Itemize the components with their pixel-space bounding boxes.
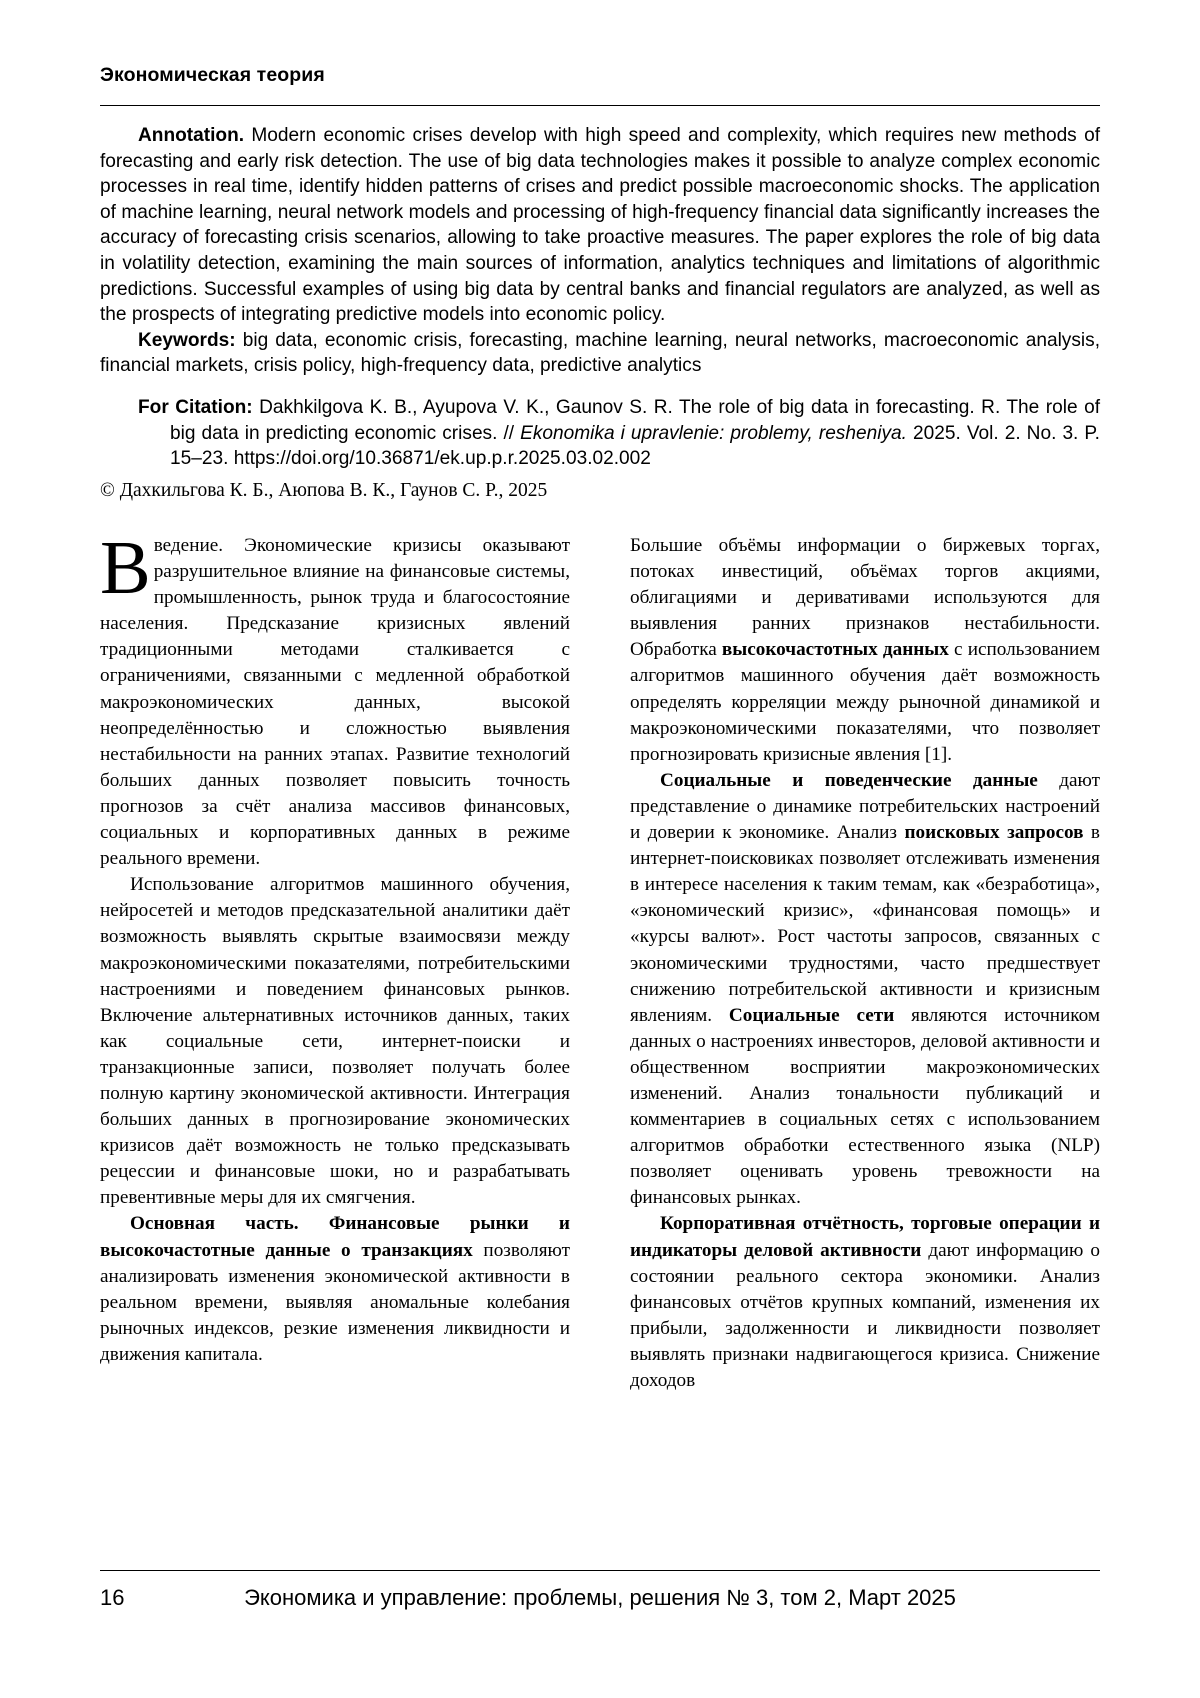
right-p1-bold-1: высокочастотных данных [721,639,949,661]
right-p2-bold-3: Социальные сети [728,1004,895,1026]
citation-label: For Citation: [138,397,253,418]
document-page [100,0,1100,1698]
intro-paragraph [100,526,570,872]
page-number: 16 [100,1585,125,1610]
citation-line [138,395,1100,472]
keywords-label: Keywords: [138,329,236,351]
abstract-block [100,123,1100,379]
right-paragraph-1 [630,533,1100,768]
citation-authors: Dakhkilgova K. B., Ayupova V. K., Gaunov S. R. The role of big data in forecasting. R. The role of big data in predicting economic crises. // [170,397,1100,444]
keywords-text: big data, economic crisis, forecasting, machine learning, neural networks, macroeconomic analysis, financial markets, crisis policy, high-frequency data, predictive analytics [100,329,1100,377]
journal-footer-line: Экономика и управление: проблемы, решения № 3, том 2, Март 2025 [244,1585,956,1610]
main-part-heading: Основная часть. Финансовые рынки и высокочастотные данные о транзакциях [100,1213,570,1261]
abstract-text: Modern economic crises develop with high speed and complexity, which requires new methods of forecasting and early risk detection. The use of big data technologies makes it possible to analyze complex economic processes in real time, identify hidden patterns of crises and predict possible macroeconomic shocks. The application of machine learning, neural network models and processing of high-frequency financial data significantly increases the accuracy of forecasting crisis scenarios, allowing to take proactive measures. The paper explores the role of big data in volatility detection, examining the main sources of information, analytics techniques and limitations of algorithmic predictions. Successful examples of using big data by central banks and financial regulators are analyzed, as well as the prospects of integrating predictive models into economic policy. [100,125,1100,326]
right-p2-bold-2: поисковых запросов [904,822,1084,844]
right-paragraph-3 [630,1211,1100,1394]
right-paragraph-2 [630,768,1100,1212]
right-p3-bold-1: Корпоративная отчётность, торговые операции и индикаторы деловой активности [630,1213,1100,1261]
right-p1-part-c: с использованием алгоритмов машинного обучения даёт возможность определять корреляции между рыночной динамикой и макроэкономическими показателями, что позволяет прогнозировать кризисные явления [1]. [630,639,1100,765]
intro-text: ведение. Экономические кризисы оказывают разрушительное влияние на финансовые системы, промышленность, рынок труда и благосостояние населения. Предсказание кризисных явлений традиционными методами сталкивается с ограничениями, связанными с медленной обработкой макроэкономических данных, высокой неопределённостью и сложностью выявления нестабильности на ранних этапах. Развитие технологий больших данных позволяет повысить точность прогнозов за счёт анализа массивов финансовых, социальных и корпоративных данных в режиме реального времени. [100,535,570,870]
left-column [100,526,571,1368]
abstract-label: Annotation. [138,125,245,146]
right-column [630,533,1100,1394]
left-paragraph-3-text: позволяют анализировать изменения экономической активности в реальном времени, выявляя аномальные колебания рыночных индексов, резкие изменения ликвидности и движения капитала. [100,1239,571,1365]
left-paragraph-3 [100,1211,570,1368]
citation-tail: 2025. Vol. 2. No. 3. P. 15–23. https://doi.org/10.36871/ek.up.p.r.2025.03.02.002 [170,422,1100,470]
copyright-line: © Дахкильгова К. Б., Аюпова В. К., Гаунов С. Р., 2025 [100,480,548,501]
citation-block [138,395,1100,472]
left-paragraph-2: Использование алгоритмов машинного обучения, нейросетей и методов предсказательной аналитики даёт возможность выявлять скрытые взаимосвязи между макроэкономическими показателями, потребительскими настроениями и поведением финансовых рынков. Включение альтернативных источников данных, таких как социальные сети, интернет-поиски и транзакционные записи, позволяет получать более полную картину экономической активности. Интеграция больших данных в прогнозирование экономических кризисов даёт возможность не только предсказывать рецессии и финансовые шоки, но и разрабатывать превентивные меры для их смягчения. [100,874,570,1209]
body-columns [100,526,1100,1413]
keywords-paragraph [100,328,1100,379]
running-head: Экономическая теория [100,64,325,86]
right-p2-part-a: дают представление о динамике потребительских настроений и доверии к экономике. Анализ [630,769,1100,844]
right-p2-bold-1: Социальные и поведенческие данные [660,769,1038,791]
abstract-paragraph [100,123,1100,328]
footer-divider [100,1570,1100,1571]
right-p2-part-b: в интернет-поисковиках позволяет отслеживать изменения в интересе населения к таким темам, как «безработица», «экономический кризис», «финансовая помощь» и «курсы валют». Рост частоты запросов, связанных с экономическими трудностями, часто предшествует снижению потребительской активности и кризисным явлениям. [630,822,1100,1026]
right-p3-text: дают информацию о состоянии реального сектора экономики. Анализ финансовых отчётов крупных компаний, изменения их прибыли, задолженности и ликвидности позволяет выявлять признаки надвигающегося кризиса. Снижение доходов [630,1239,1100,1391]
header-divider [100,105,1100,106]
citation-journal: Ekonomika i upravlenie: problemy, resheniya. [520,422,907,444]
right-p1-part-a: Большие объёмы информации о биржевых торгах, потоках инвестиций, объёмах торгов акциями, облигациями и деривативами используются для выявления ранних признаков нестабильности. Обработка [630,535,1100,661]
right-p2-part-c: являются источником данных о настроениях инвесторов, деловой активности и общественном восприятии макроэкономических изменений. Анализ тональности публикаций и комментариев в социальных сетях с использованием алгоритмов обработки естественного языка (NLP) позволяет оценивать уровень тревожности на финансовых рынках. [630,1004,1100,1209]
drop-cap: В [100,526,151,610]
